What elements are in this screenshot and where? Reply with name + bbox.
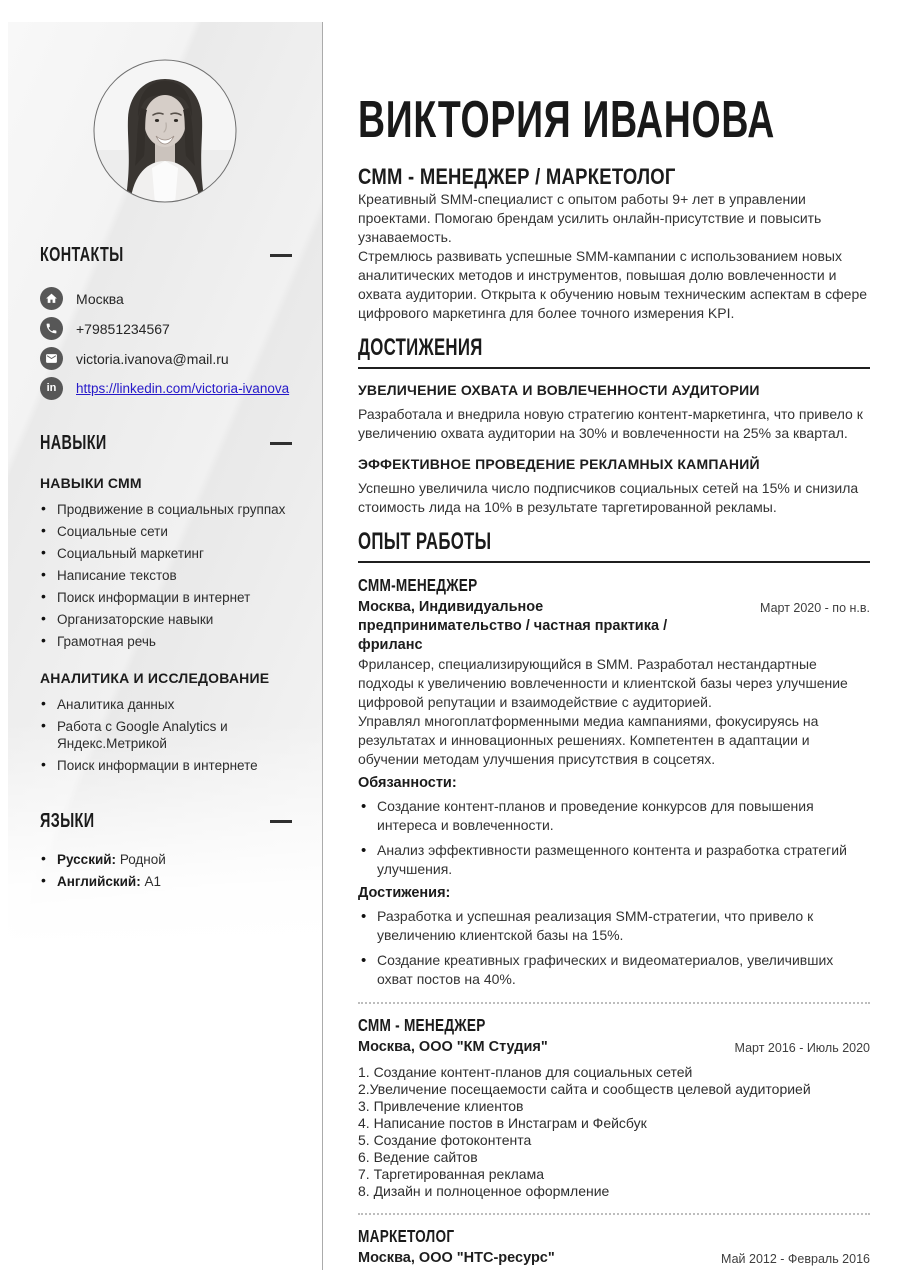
sidebar: [8, 22, 322, 1272]
job-bullet: • Разработка и успешная реализация SMM-стратегии, что привело к увеличению клиентской базы на 15%.: [358, 907, 870, 945]
section-dash: [270, 442, 292, 445]
job-duty-line: 4. Написание постов в Инстаграм и Фейсбук: [358, 1115, 647, 1132]
skill-item: • Написание текстов: [40, 567, 292, 584]
job-duty-line: 1. Создание контент-планов для социальных сетей: [358, 1064, 693, 1081]
section-rule: [358, 561, 870, 563]
contact-item-email: [40, 347, 292, 370]
job-duty-line: 7. Таргетированная реклама: [358, 1166, 544, 1183]
contact-item-location: [40, 287, 292, 310]
language-level: A1: [144, 874, 162, 889]
job-divider: [358, 1002, 870, 1004]
job-duty-line: 8. Дизайн и полноценное оформление: [358, 1183, 610, 1200]
job-company: Москва, ООО "НТС-ресурс": [358, 1250, 555, 1267]
languages-section: [8, 810, 322, 890]
achievement-text: Успешно увеличила число подписчиков социальных сетей на 15% и снизила стоимость лида на 10% в результате таргетированной рекламы.: [358, 480, 859, 516]
languages-header: [40, 810, 292, 833]
skill-item: • Продвижение в социальных группах: [40, 501, 292, 518]
job-dates: Март 2020 - по н.в.: [760, 601, 870, 616]
job-dates: Март 2016 - Июль 2020: [734, 1041, 870, 1056]
contact-item-linkedin: [40, 377, 292, 400]
achievement-heading: ЭФФЕКТИВНОЕ ПРОВЕДЕНИЕ РЕКЛАМНЫХ КАМПАНИЙ: [358, 456, 760, 473]
job-paragraph: Фрилансер, специализирующийся в SMM. Разработал нестандартные подходы к увеличению вовлеченности и клиентской базы через улучшение цифровой репутации и взаимодействие с аудиторией.: [358, 656, 848, 711]
experience-section: [358, 529, 870, 1268]
skill-group-title: АНАЛИТИКА И ИССЛЕДОВАНИЕ: [40, 670, 270, 686]
linkedin-link[interactable]: https://linkedin.com/victoria-ivanova: [76, 381, 290, 396]
contacts-list: [40, 287, 292, 400]
job-duty-line: 5. Создание фотоконтента: [358, 1132, 532, 1149]
job-header: [358, 598, 870, 655]
job-paragraph: Управлял многоплатформенными медиа кампаниями, фокусируясь на результатах и инновационных решениях. Компетентен в адаптации и обучении методам улучшения присутствия в соцсетях.: [358, 713, 819, 768]
skills-section: [8, 432, 322, 774]
job-dates: Май 2012 - Февраль 2016: [721, 1252, 870, 1267]
skill-item: • Поиск информации в интернет: [40, 589, 292, 606]
contact-item-phone: [40, 317, 292, 340]
achievements-section: [358, 335, 870, 517]
contacts-section: [8, 244, 322, 400]
contacts-title: КОНТАКТЫ: [40, 244, 124, 266]
job-company: Москва, ООО "КМ Студия": [358, 1039, 548, 1056]
person-job-title: СММ - МЕНЕДЖЕР / МАРКЕТОЛОГ: [358, 164, 676, 189]
skill-item: • Социальные сети: [40, 523, 292, 540]
skill-item: • Работа с Google Analytics и Яндекс.Метрикой: [40, 718, 292, 752]
email-icon: [40, 347, 63, 370]
achievement-heading: УВЕЛИЧЕНИЕ ОХВАТА И ВОВЛЕЧЕННОСТИ АУДИТОРИИ: [358, 382, 760, 399]
job-duty-line: 2.Увеличение посещаемости сайта и сообществ целевой аудиторией: [358, 1081, 811, 1098]
linkedin-icon: in: [40, 377, 63, 400]
skill-item: • Поиск информации в интернете: [40, 757, 292, 774]
summary-paragraph: Стремлюсь развивать успешные SMM-кампании с использованием новых аналитических методов и инструментов, повышая долю вовлеченности и охвата аудитории. Открыта к обучению новым техническим аспектам в сфере цифрового маркетинга для более точного измерения KPI.: [358, 248, 868, 321]
skill-group-title: НАВЫКИ СММ: [40, 475, 142, 491]
job-entry: [358, 1226, 870, 1268]
contact-email-text: victoria.ivanova@mail.ru: [76, 350, 229, 367]
skills-header: [40, 432, 292, 455]
job-section-label: Достижения:: [358, 885, 451, 902]
job-company: Москва, Индивидуальное предпринимательство / частная практика / фриланс: [358, 599, 668, 654]
profile-photo-image: [92, 58, 238, 204]
job-duty-line: 3. Привлечение клиентов: [358, 1098, 524, 1115]
language-name: Русский:: [57, 852, 117, 867]
job-entry: [358, 575, 870, 989]
contact-location-text: Москва: [76, 290, 124, 307]
achievement-text: Разработала и внедрила новую стратегию контент-маркетинга, что привело к увеличению охвата аудитории на 30% и вовлеченности на 25% за квартал.: [358, 406, 863, 442]
language-name: Английский:: [57, 874, 141, 889]
job-bullet: • Создание креативных графических и видеоматериалов, увеличивших охват постов на 40%.: [358, 951, 870, 989]
person-name: ВИКТОРИЯ ИВАНОВА: [358, 91, 776, 149]
job-entry: [358, 1015, 870, 1200]
job-header: [358, 1038, 870, 1057]
section-rule: [358, 367, 870, 369]
job-divider: [358, 1213, 870, 1215]
skill-item: • Социальный маркетинг: [40, 545, 292, 562]
main-content: [358, 0, 870, 1268]
job-bullet: • Создание контент-планов и проведение конкурсов для повышения интереса и вовлеченности.: [358, 797, 870, 835]
job-section-label: Обязанности:: [358, 775, 457, 792]
language-item: [40, 873, 292, 890]
achievements-title: ДОСТИЖЕНИЯ: [358, 334, 483, 361]
section-dash: [270, 254, 292, 257]
summary-paragraph: Креативный SMM-специалист с опытом работы 9+ лет в управлении проектами. Помогаю брендам усилить онлайн-присутствие и повысить узнаваемость.: [358, 191, 822, 245]
phone-icon: [40, 317, 63, 340]
job-title: МАРКЕТОЛОГ: [358, 1226, 455, 1247]
languages-title: ЯЗЫКИ: [40, 810, 95, 832]
contact-phone-text: +79851234567: [76, 320, 170, 337]
profile-photo: [92, 58, 238, 204]
skills-title: НАВЫКИ: [40, 432, 107, 454]
skill-item: • Аналитика данных: [40, 696, 292, 713]
experience-title: ОПЫТ РАБОТЫ: [358, 528, 492, 556]
languages-list: [40, 851, 292, 890]
language-level: Родной: [119, 852, 166, 867]
job-title: СММ - МЕНЕДЖЕР: [358, 1015, 486, 1036]
home-icon: [40, 287, 63, 310]
contacts-header: [40, 244, 292, 267]
job-header: [358, 1249, 870, 1268]
job-duty-list: [358, 1064, 870, 1200]
job-title: СММ-МЕНЕДЖЕР: [358, 575, 478, 596]
skill-item: • Грамотная речь: [40, 633, 292, 650]
job-duty-line: 6. Ведение сайтов: [358, 1149, 478, 1166]
job-bullet: • Анализ эффективности размещенного контента и разработка стратегий улучшения.: [358, 841, 870, 879]
skill-item: • Организаторские навыки: [40, 611, 292, 628]
language-item: [40, 851, 292, 868]
column-divider: [322, 22, 323, 1270]
section-dash: [270, 820, 292, 823]
